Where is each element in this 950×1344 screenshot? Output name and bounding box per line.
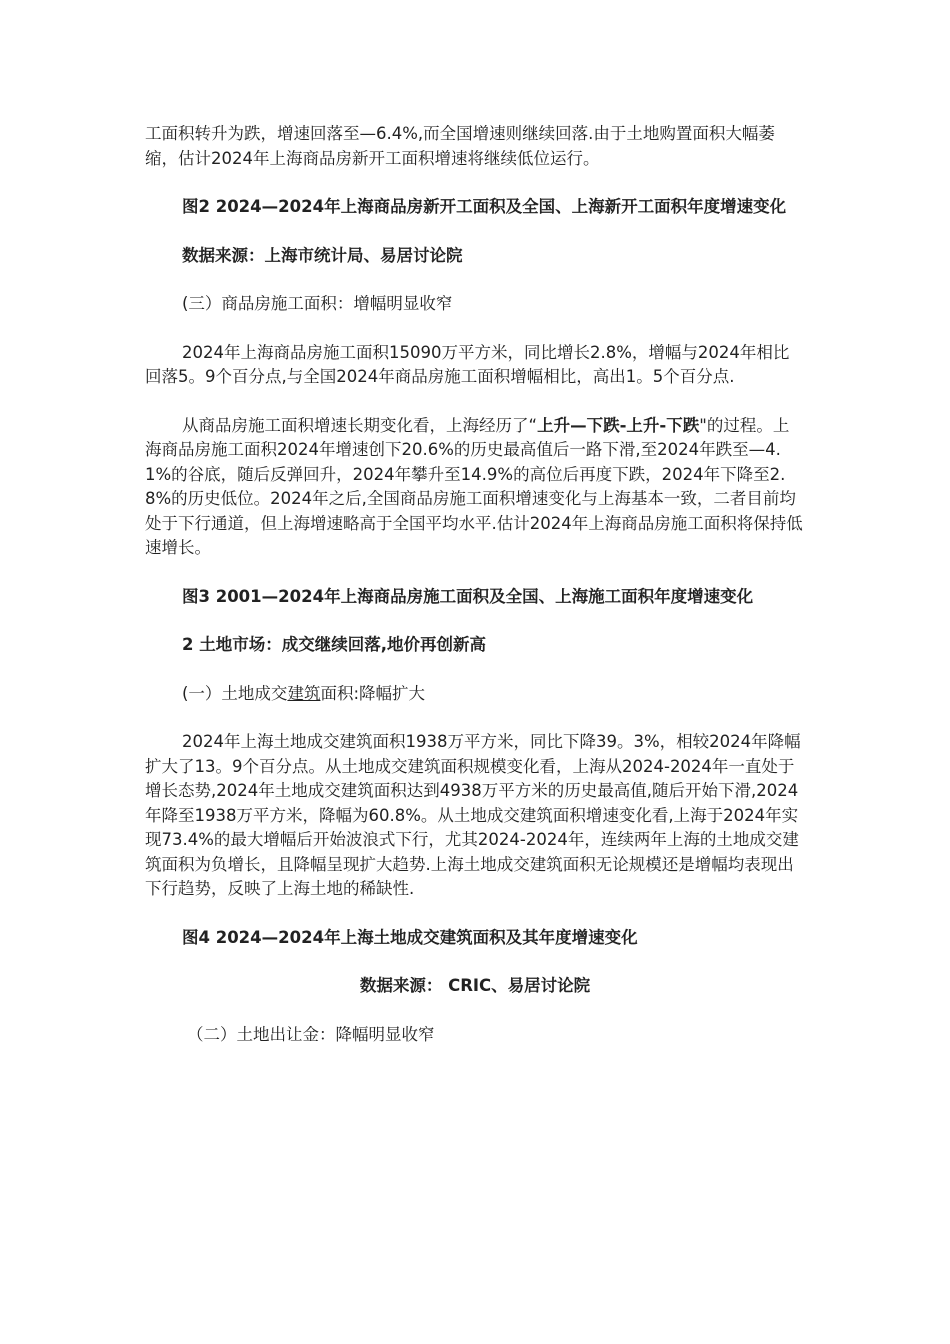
subsection-1-heading [145,682,805,707]
subsection-3-heading: (三）商品房施工面积：增幅明显收窄 [182,294,453,313]
figure-2-source: 数据来源：上海市统计局、易居讨论院 [182,245,463,265]
paragraph-construction-trend [145,414,805,561]
trend-text-a: 从商品房施工面积增速长期变化看，上海经历了“ [182,415,538,435]
trend-text-b: "的过程。上海商品房施工面积2024年增速创下20.6%的历史最高值后一路下滑,至2024年跌至—4.1%的谷底，随后反弹回升，2024年攀升至14.9%的高位后再度下跌，2024年下降至2.8%的历史低位。2024年之后,全国商品房施工面积增速变化与上海基本一致，二者目前均处于下行通道，但上海增速略高于全国平均水平.估计2024年上海商品房施工面积将保持低速增长。 [145,415,803,557]
figure-3-caption: 图3 2001—2024年上海商品房施工面积及全国、上海施工面积年度增速变化 [182,586,754,606]
figure-2-caption: 图2 2024—2024年上海商品房新开工面积及全国、上海新开工面积年度增速变化 [182,197,787,216]
paragraph-construction-area: 2024年上海商品房施工面积15090万平方米，同比增长2.8%，增幅与2024年相比回落5。9个百分点,与全国2024年商品房施工面积增幅相比，高出1。5个百分点. [145,342,790,386]
paragraph-new-construction-summary: 工面积转升为跌，增速回落至—6.4%,而全国增速则继续回落.由于土地购置面积大幅萎缩，估计2024年上海商品房新开工面积增速将继续低位运行。 [145,124,775,168]
subsection-1-text-b: 面积:降幅扩大 [320,683,425,703]
paragraph-land-transactions: 2024年上海土地成交建筑面积1938万平方米，同比下降39。3%，相较2024年降幅扩大了13。9个百分点。从土地成交建筑面积规模变化看，上海从2024-2024年一直处于增长态势,2024年土地成交建筑面积达到4938万平方米的历史最高值,随后开始下滑,2024年降至1938万平方米，降幅为60.8%。从土地成交建筑面积增速变化看,上海于2024年实现73.4%的最大增幅后开始波浪式下行，尤其2024-2024年，连续两年上海的土地成交建筑面积为负增长，且降幅呈现扩大趋势.上海土地成交建筑面积无论规模还是增幅均表现出下行趋势，反映了上海土地的稀缺性. [145,732,801,898]
figure-4-source: 数据来源： CRIC、易居讨论院 [359,976,591,995]
section-2-heading: 2 土地市场：成交继续回落,地价再创新高 [182,635,486,654]
figure-4-caption: 图4 2024—2024年上海土地成交建筑面积及其年度增速变化 [182,927,638,947]
subsection-1-text-a: (一）土地成交 [182,683,288,703]
subsection-1-underlined: 建筑 [287,683,321,703]
subsection-2-heading: （二）土地出让金：降幅明显收窄 [187,1024,435,1044]
trend-pattern-bold: 上升—下跌-上升-下跌 [537,415,700,435]
document-page [145,122,805,1071]
